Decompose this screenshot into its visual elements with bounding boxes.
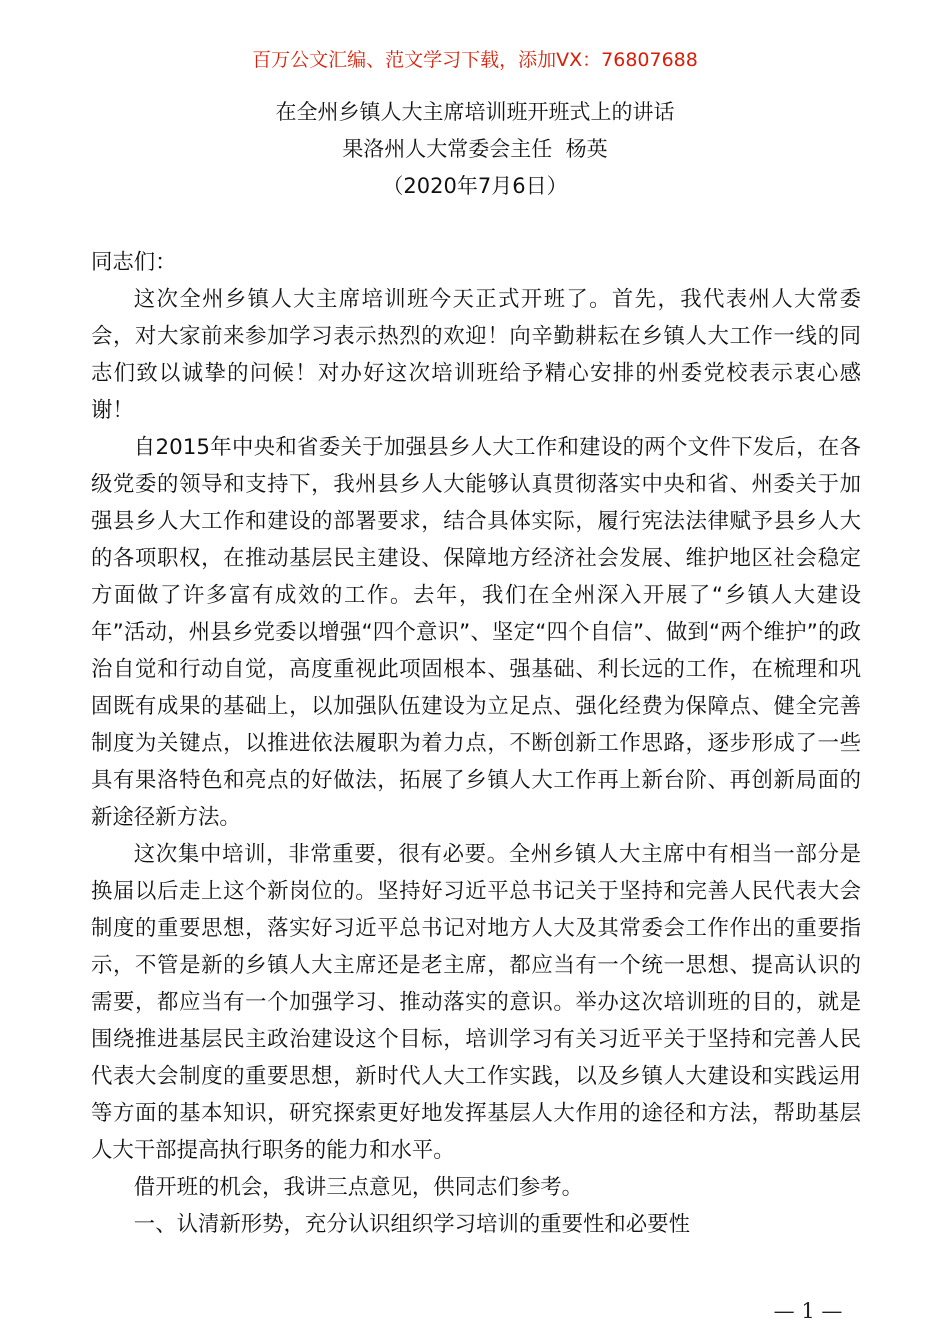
- watermark-banner: 百万公文汇编、范文学习下载，添加VX：76807688: [252, 49, 698, 71]
- speaker-line: 果洛州人大常委会主任 杨英: [342, 137, 608, 161]
- paragraph-background: 自2015年中央和省委关于加强县乡人大工作和建设的两个文件下发后，在各级党委的领导和支持下，我州县乡人大能够认真贯彻落实中央和省、州委关于加强县乡人大工作和建设的部署要求，结合具体实际，履行宪法法律赋予县乡人大的各项职权，在推动基层民主建设、保障地方经济社会发展、维护地区社会稳定方面做了许多富有成效的工作。去年，我们在全州深入开展了“乡镇人大建设年”活动，州县乡党委以增强“四个意识”、坚定“四个自信”、做到“两个维护”的政治自觉和行动自觉，高度重视此项固根本、强基础、利长远的工作，在梳理和巩固既有成果的基础上，以加强队伍建设为立足点、强化经费为保障点、健全完善制度为关键点，以推进依法履职为着力点，不断创新工作思路，逐步形成了一些具有果洛特色和亮点的好做法，拓展了乡镇人大工作再上新台阶、再创新局面的新途径新方法。: [91, 435, 861, 830]
- paragraph-transition: 借开班的机会，我讲三点意见，供同志们参考。: [133, 1175, 584, 1200]
- section-heading-1: 一、认清新形势，充分认识组织学习培训的重要性和必要性: [133, 1212, 690, 1237]
- paragraph-purpose: 这次集中培训，非常重要，很有必要。全州乡镇人大主席中有相当一部分是换届以后走上这个新岗位的。坚持好习近平总书记关于坚持和完善人民代表大会制度的重要思想，落实好习近平总书记对地方人大及其常委会工作作出的重要指示，不管是新的乡镇人大主席还是老主席，都应当有一个统一思想、提高认识的需要，都应当有一个加强学习、推动落实的意识。举办这次培训班的目的，就是围绕推进基层民主政治建设这个目标，培训学习有关习近平关于坚持和完善人民代表大会制度的重要思想，新时代人大工作实践，以及乡镇人大建设和实践运用等方面的基本知识，研究探索更好地发挥基层人大作用的途径和方法，帮助基层人大干部提高执行职务的能力和水平。: [91, 842, 861, 1163]
- document-title: 在全州乡镇人大主席培训班开班式上的讲话: [275, 100, 675, 124]
- paragraph-opening: 这次全州乡镇人大主席培训班今天正式开班了。首先，我代表州人大常委会，对大家前来参加学习表示热烈的欢迎！向辛勤耕耘在乡镇人大工作一线的同志们致以诚挚的问候！对办好这次培训班给予精心安排的州委党校表示衷心感谢！: [91, 287, 861, 423]
- speech-date: （2020年7月6日）: [382, 174, 568, 198]
- greeting: 同志们：: [91, 250, 177, 275]
- speech-body: [91, 244, 861, 1243]
- page-number: — 1 —: [773, 1299, 843, 1323]
